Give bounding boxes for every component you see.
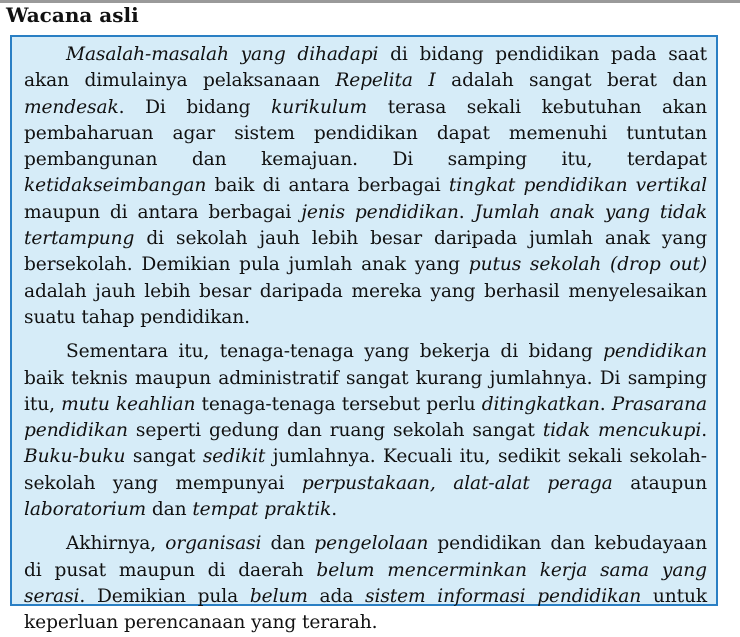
italic-term: belum mencerminkan kerja sama yang serasi [24,559,707,607]
italic-term: organisasi [165,533,262,555]
text-segment: adalah sangat berat dan [435,70,707,92]
text-segment: . Di bidang [118,96,272,118]
italic-term: pengelolaan [314,533,429,555]
page-title: Wacana asli [6,3,139,27]
italic-term: jenis pendidikan [301,201,459,223]
text-segment: seperti gedung dan ruang sekolah sangat [127,420,543,442]
text-segment: baik teknis maupun administratif sangat kurang jumlahnya. Di samping itu, [24,367,707,415]
text-segment: maupun di antara berbagai [24,201,302,223]
paragraph-1 [24,42,707,331]
italic-term: ditingkatkan [481,393,600,415]
paragraph-2 [24,339,707,523]
text-segment: ataupun [612,472,707,494]
italic-term: putus sekolah (drop out) [468,254,707,276]
italic-term: tingkat pendidikan vertikal [448,175,708,197]
italic-term: sedikit [202,446,266,468]
text-segment: . Demikian pula [79,585,250,607]
text-segment: dan [146,499,193,521]
text-segment: Akhirnya, [66,533,166,555]
text-segment: di bidang pendidikan pada saat akan dimulainya pelaksanaan [24,44,707,92]
italic-term: belum [249,585,308,607]
italic-term: tempat praktik [192,499,332,521]
italic-term: Repelita I [335,70,436,92]
italic-term: ketidakseimbangan [24,175,207,197]
italic-term: Buku-buku [24,446,126,468]
text-segment: . [458,201,475,223]
italic-term: perpustakaan, alat-alat peraga [301,472,613,494]
italic-term: Prasarana pendidikan [24,393,708,442]
text-segment: pendidikan dan kebudayaan di pusat maupun di daerah [24,533,707,581]
text-segment: . [331,499,338,521]
text-segment: tenaga-tenaga tersebut perlu [195,393,482,415]
text-segment: ada [307,585,366,607]
text-segment: terasa sekali kebutuhan akan pembaharuan agar sistem pendidikan dapat memenuhi tuntutan pembangunan dan kemajuan. Di samping itu, terdapat [24,96,708,171]
text-segment: Sementara itu, tenaga-tenaga yang bekerja di bidang [66,341,604,363]
italic-term: tidak mencukupi [542,420,702,442]
text-segment: untuk keperluan perencanaan yang terarah. [24,585,707,634]
text-segment: jumlahnya. Kecuali itu, sedikit sekali sekolah-sekolah yang mempunyai [24,446,707,494]
italic-term: pendidikan [603,341,707,363]
text-segment: . [701,420,707,442]
italic-term: mendesak [24,96,119,118]
text-segment: baik di antara berbagai [206,175,449,197]
italic-term: laboratorium [24,499,147,521]
passage-box [10,35,718,634]
text-segment: . [599,393,612,415]
text-segment: dan [261,533,315,555]
italic-term: kurikulum [271,96,368,118]
text-segment: sangat [125,446,203,468]
paragraph-3 [24,531,707,636]
text-segment: di sekolah jauh lebih besar daripada jumlah anak yang bersekolah. Demikian pula jumlah anak yang [24,228,707,276]
italic-term: mutu keahlian [61,393,196,415]
text-segment: adalah jauh lebih besar daripada mereka yang berhasil menyelesaikan suatu tahap pendidikan. [24,280,707,328]
italic-term: Jumlah anak yang tidak tertampung [24,201,708,250]
italic-term: Masalah-masalah yang dihadapi [66,44,379,65]
italic-term: sistem informasi pendidikan [365,585,642,607]
